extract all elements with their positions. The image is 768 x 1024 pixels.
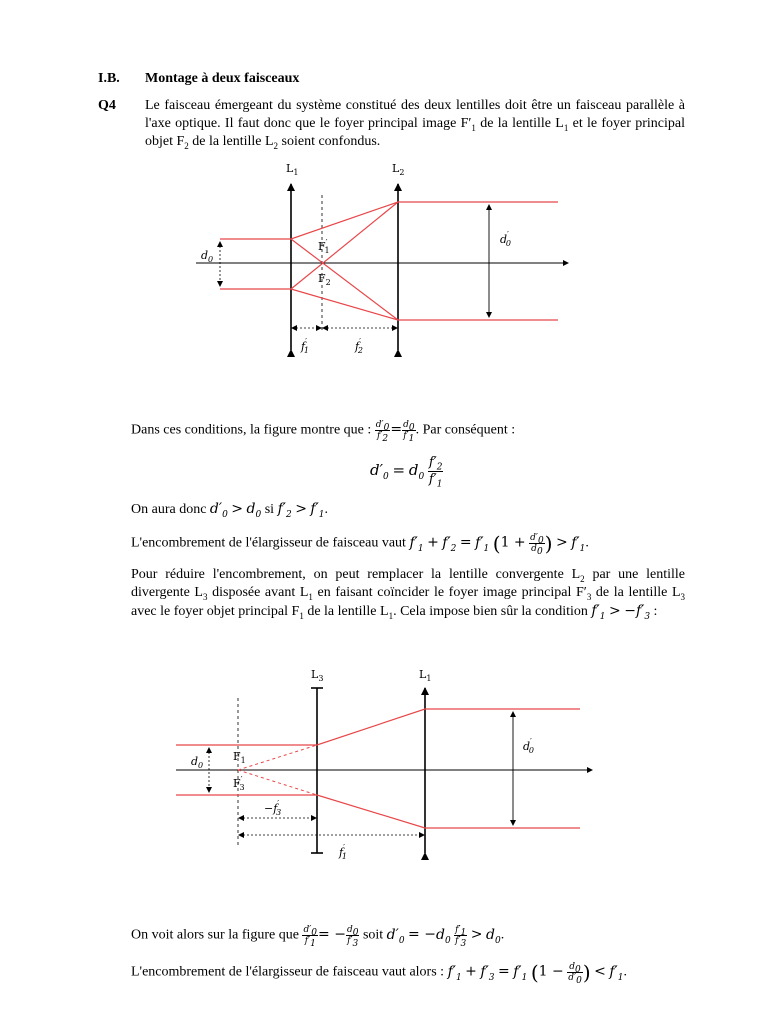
- figure-diverging-converging-lenses: [0, 668, 768, 868]
- lens-l3-label: $L_3$: [311, 668, 324, 683]
- aura-line: On aura donc $d'_0 > d_0$ si $f'_2 > f'_1$.: [131, 501, 329, 520]
- ray-bottom: [220, 289, 558, 320]
- focal-f1-prime-label: F′ 1: [318, 238, 330, 255]
- encombrement-line-1: L'encombrement de l'élargisseur de faisceau vaut $f'_1 + f'_2 = f'_1$ (1 + $\frac{d'_0}{d_0}$ ) > $f'_1$.: [131, 531, 589, 557]
- f1-label-2: f′ 1: [339, 843, 347, 861]
- minus-f3-label: −f′ 3: [264, 799, 282, 817]
- conditions-line: Dans ces conditions, la figure montre que : $\frac{d'_0}{f'_2}$ = $\frac{d_0}{f'_1}$ . Par conséquent :: [131, 420, 516, 444]
- encombrement-line-2: L'encombrement de l'élargisseur de faisceau vaut alors : $f'_1 + f'_3 = f'_1$ (1 − $\frac{d_0}{d'_0}$ ) < $f'_1$.: [131, 960, 627, 986]
- reduce-paragraph: Pour réduire l'encombrement, on peut remplacer la lentille convergente $L_2$ par une lentille divergente $L_3$ disposée avant $L_1$ en faisant coïncider le foyer image principal $F'_3$ de la lentille $L_3$ avec le foyer objet principal $F_1$ de la lentille $L_1$. Cela impose bien sûr la condition $f'_1 > -f'_3$ :: [131, 567, 686, 622]
- lens-l1-label: $L_1$: [286, 162, 299, 177]
- lens-l1-fig2-label: $L_1$: [419, 668, 432, 683]
- equation-d0-prime: $d'_0 = d_0$ $\frac{f'_2}{f'_1}$: [370, 455, 443, 490]
- section-number: I.B.: [98, 71, 120, 86]
- focal-f3-prime-label: F′ 3: [233, 775, 245, 792]
- question-label: Q4: [98, 98, 116, 113]
- virtual-ray-top: [238, 745, 317, 770]
- focal-f1-label: $F_1$: [233, 750, 246, 765]
- d0-prime-label: d′ 0: [500, 230, 511, 248]
- focal-f2-label: $F_2$: [318, 272, 331, 287]
- f1-label: f′ 1: [301, 337, 309, 355]
- d0-label-2: $d_0$: [191, 755, 204, 770]
- figure-two-converging-lenses: [0, 160, 768, 420]
- voit-line: On voit alors sur la figure que $\frac{d'_0}{f'_1}$ = − $\frac{d_0}{f'_3}$ soit $d'_0 = -d_0$ $\frac{f'_1}{f'_3}$ > $d_0$.: [131, 925, 505, 949]
- ray-bottom-2: [176, 795, 580, 828]
- lens-l2-label: $L_2$: [392, 162, 405, 177]
- f2-label: f′ 2: [355, 337, 363, 355]
- ray-top-2: [176, 709, 580, 745]
- d0-prime-label-2: d′ 0: [523, 737, 534, 755]
- section-title: Montage à deux faisceaux: [145, 71, 300, 86]
- d0-label: $d_0$: [201, 249, 214, 264]
- virtual-ray-bottom: [238, 770, 317, 795]
- question-text: Le faisceau émergeant du système constitué des deux lentilles doit être un faisceau parallèle à l'axe optique. Il faut donc que le foyer principal image $F'_1$ de la lentille $L_1$ et le foyer principal objet $F_2$ de la lentille $L_2$ soient confondus.: [145, 98, 685, 151]
